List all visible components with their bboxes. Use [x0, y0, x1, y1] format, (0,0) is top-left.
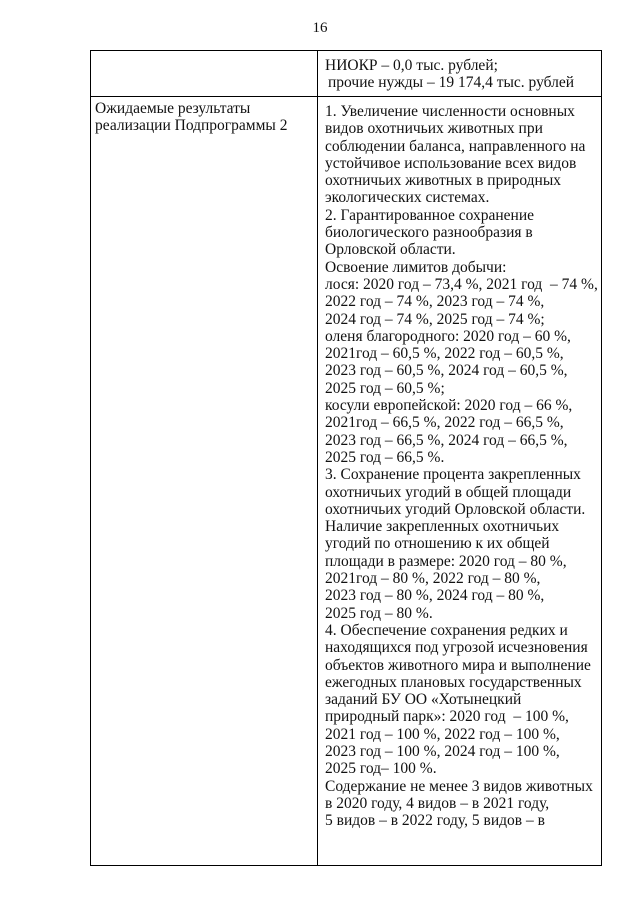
- text-line: 2023 год – 60,5 %, 2024 год – 60,5 %,: [325, 362, 568, 380]
- text-line: 2022 год – 74 %, 2023 год – 74 %,: [325, 293, 545, 311]
- text-line: охотничьих угодий Орловской области.: [325, 500, 586, 518]
- text-line: 4. Обеспечение сохранения редких и: [325, 621, 568, 639]
- text-line: лося: 2020 год – 73,4 %, 2021 год – 74 %,: [325, 275, 598, 293]
- text-line: оленя благородного: 2020 год – 60 %,: [325, 327, 571, 345]
- text-line: реализации Подпрограммы 2: [95, 117, 288, 135]
- text-line: 5 видов – в 2022 году, 5 видов – в: [325, 812, 545, 830]
- text-line: 2021год – 80 %, 2022 год – 80 %,: [325, 570, 541, 588]
- text-line: косули европейской: 2020 год – 66 %,: [325, 397, 573, 415]
- text-line: прочие нужды – 19 174,4 тыс. рублей: [328, 74, 575, 92]
- text-line: угодий по отношению к их общей: [325, 535, 550, 553]
- text-line: охотничьих животных в природных: [325, 172, 562, 190]
- text-line: экологических системах.: [325, 189, 490, 207]
- text-line: соблюдении баланса, направленного на: [325, 137, 586, 155]
- text-line: 2. Гарантированное сохранение: [325, 206, 534, 224]
- text-line: 2025 год – 60,5 %;: [325, 379, 445, 397]
- text-line: 2021год – 60,5 %, 2022 год – 60,5 %,: [325, 345, 564, 363]
- text-line: 3. Сохранение процента закрепленных: [325, 466, 581, 484]
- text-line: 2025 год– 100 %.: [325, 760, 437, 778]
- text-line: биологического разнообразия в: [325, 224, 533, 242]
- expected-results-content-cell: [318, 97, 602, 866]
- program-table: [90, 50, 602, 866]
- expected-results-content: [318, 97, 601, 829]
- table-row: [91, 97, 602, 866]
- text-line: ежегодных плановых государственных: [325, 673, 582, 691]
- text-line: Освоение лимитов добычи:: [325, 258, 507, 276]
- table-cell-empty: [91, 51, 318, 97]
- text-line: 2025 год – 80 %.: [325, 604, 433, 622]
- expected-results-label-cell: [91, 97, 318, 866]
- text-line: Ожидаемые результаты: [95, 100, 251, 117]
- text-line: 2023 год – 100 %, 2024 год – 100 %,: [325, 742, 560, 760]
- text-line: Содержание не менее 3 видов животных: [325, 777, 593, 795]
- text-line: 2023 год – 80 %, 2024 год – 80 %,: [325, 587, 545, 605]
- text-line: Наличие закрепленных охотничьих: [325, 518, 560, 536]
- text-line: 2024 год – 74 %, 2025 год – 74 %;: [325, 310, 545, 328]
- text-line: охотничьих угодий в общей площади: [325, 483, 572, 501]
- text-line: 2023 год – 66,5 %, 2024 год – 66,5 %,: [325, 431, 568, 449]
- top-left-text: [91, 51, 317, 54]
- text-line: 2021год – 66,5 %, 2022 год – 66,5 %,: [325, 414, 564, 432]
- text-line: в 2020 году, 4 видов – в 2021 году,: [325, 794, 550, 812]
- table-row: [91, 51, 602, 97]
- funding-cell: [318, 51, 602, 97]
- text-line: площади в размере: 2020 год – 80 %,: [325, 552, 567, 570]
- text-line: природный парк»: 2020 год – 100 %,: [325, 708, 569, 726]
- text-line: НИОКР – 0,0 тыс. рублей;: [325, 57, 498, 74]
- page-number: 16: [312, 20, 328, 36]
- text-line: объектов животного мира и выполнение: [325, 656, 591, 674]
- text-line: Орловской области.: [325, 241, 456, 259]
- text-line: видов охотничьих животных при: [325, 120, 543, 138]
- text-line: находящихся под угрозой исчезновения: [325, 639, 588, 657]
- text-line: заданий БУ ОО «Хотынецкий: [325, 691, 522, 709]
- text-line: 2025 год – 66,5 %.: [325, 448, 445, 466]
- funding-lines: [318, 51, 601, 92]
- text-line: 2021 год – 100 %, 2022 год – 100 %,: [325, 725, 560, 743]
- text-line: 1. Увеличение численности основных: [325, 103, 575, 120]
- text-line: устойчивое использование всех видов: [325, 154, 577, 172]
- expected-results-label: [91, 97, 317, 135]
